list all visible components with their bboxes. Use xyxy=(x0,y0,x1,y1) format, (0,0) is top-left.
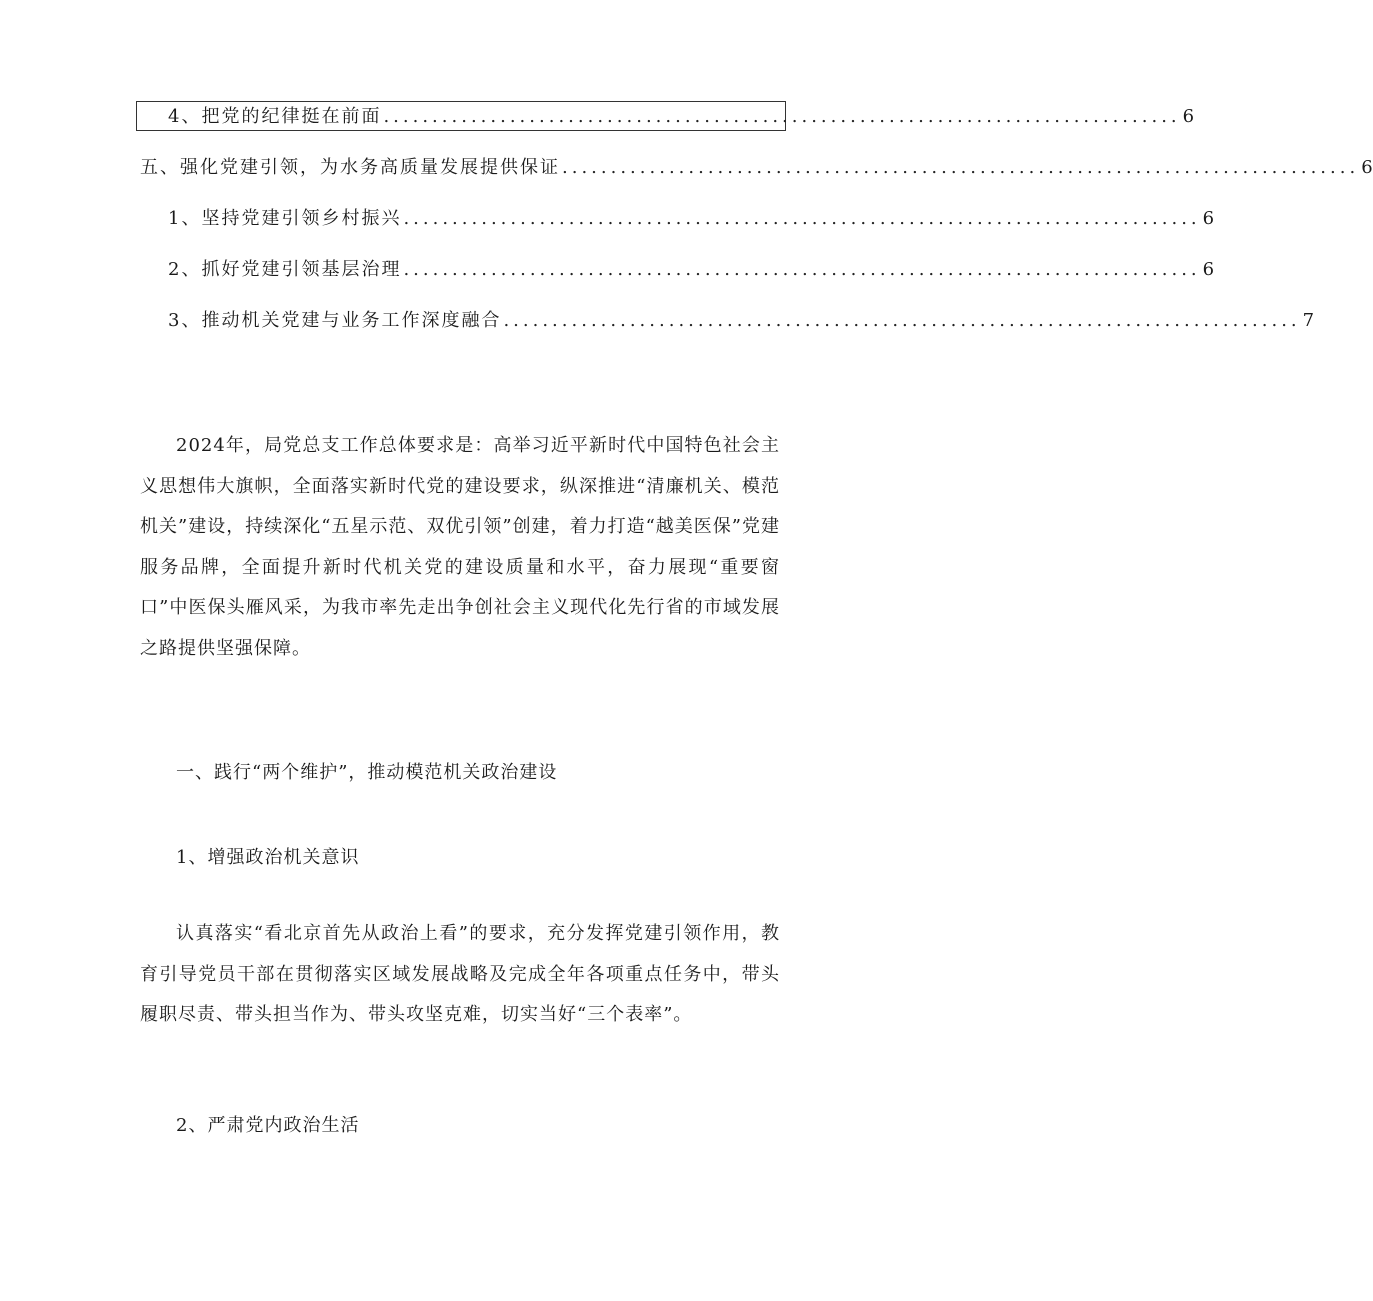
toc-entry-page: 6 xyxy=(1361,157,1373,178)
toc-leader-dots: .................................................................................. xyxy=(503,310,1301,331)
toc-entry[interactable] xyxy=(168,257,1215,283)
toc-entry[interactable] xyxy=(140,155,1373,181)
toc-entry[interactable] xyxy=(168,206,1215,232)
toc-entry-title: 4、把党的纪律挺在前面 xyxy=(168,106,382,127)
toc-leader-dots: .................................................................................. xyxy=(562,157,1360,178)
toc-leader-dots: .................................................................................. xyxy=(403,208,1201,229)
toc-entry[interactable] xyxy=(168,308,1315,334)
toc-entry-title: 3、推动机关党建与业务工作深度融合 xyxy=(168,310,502,331)
toc-leader-dots: .................................................................................. xyxy=(403,259,1201,280)
toc-entry-title: 2、抓好党建引领基层治理 xyxy=(168,259,402,280)
toc-entry-title: 五、强化党建引领，为水务高质量发展提供保证 xyxy=(140,157,560,178)
toc-entry-page: 7 xyxy=(1302,310,1315,331)
toc-leader-dots: .................................................................................. xyxy=(383,106,1181,127)
body-paragraph: 认真落实“看北京首先从政治上看”的要求，充分发挥党建引领作用，教育引导党员干部在贯彻落实区域发展战略及完成全年各项重点任务中，带头履职尽责、带头担当作为、带头攻坚克难，切实当好“三个表率”。 xyxy=(140,923,780,1025)
toc-entry[interactable] xyxy=(168,104,1195,130)
toc-entry-title: 1、坚持党建引领乡村振兴 xyxy=(168,208,402,229)
section-heading: 一、践行“两个维护”，推动模范机关政治建设 xyxy=(176,762,558,783)
toc-entry-page: 6 xyxy=(1202,259,1215,280)
subsection-heading: 2、严肃党内政治生活 xyxy=(176,1115,360,1136)
toc-entry-page: 6 xyxy=(1182,106,1195,127)
subsection-heading: 1、增强政治机关意识 xyxy=(176,847,360,868)
intro-paragraph: 2024年，局党总支工作总体要求是：高举习近平新时代中国特色社会主义思想伟大旗帜，全面落实新时代党的建设要求，纵深推进“清廉机关、模范机关”建设，持续深化“五星示范、双优引领”创建，着力打造“越美医保”党建服务品牌，全面提升新时代机关党的建设质量和水平，奋力展现“重要窗口”中医保头雁风采，为我市率先走出争创社会主义现代化先行省的市域发展之路提供坚强保障。 xyxy=(140,435,781,659)
toc-entry-page: 6 xyxy=(1202,208,1215,229)
